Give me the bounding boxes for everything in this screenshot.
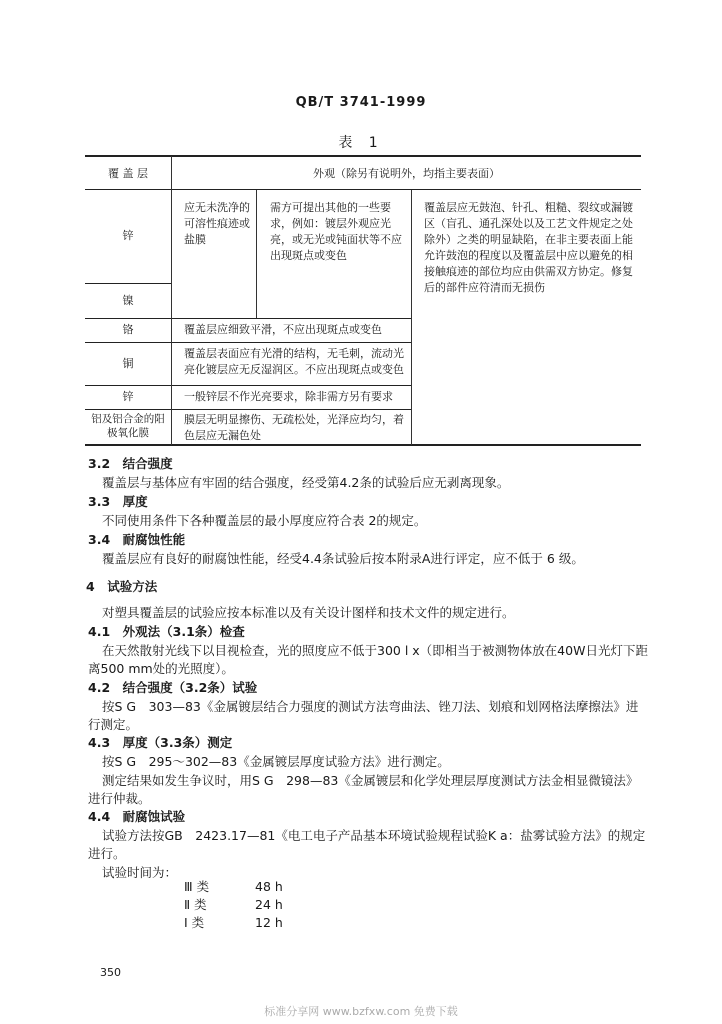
watermark-footer: 标准分享网 www.bzfxw.com 免费下载 <box>264 1005 458 1018</box>
para-4-4: 试验方法按GB 2423.17—81《电工电子产品基本环境试验规程试验K a：盐雾试验方法》的规定进行。 <box>88 828 646 861</box>
heading-4-3: 4.3 厚度（3.3条）测定 <box>88 735 233 750</box>
copper-desc: 覆盖层表面应有光滑的结构，无毛刺，流动光亮化镀层应无反湿润区。不应出现斑点或变色 <box>184 347 404 376</box>
row-label-zinc: 锌 <box>122 229 134 242</box>
table-title: 表 1 <box>338 135 384 151</box>
heading-4: 4 试验方法 <box>86 579 158 594</box>
test-hours-3: 48 h <box>255 879 283 894</box>
para-4-3b: 测定结果如发生争议时，用S G 298—83《金属镀层和化学处理层厚度测试方法金相显微镜法》进行仲裁。 <box>88 773 639 806</box>
row-label-nickel: 镍 <box>122 294 134 307</box>
para-4-3a: 按S G 295～302—83《金属镀层厚度试验方法》进行测定。 <box>102 754 450 769</box>
tin-desc: 一般锌层不作光亮要求，除非需方另有要求 <box>184 390 393 403</box>
test-class-3: Ⅲ 类 <box>184 879 210 894</box>
test-class-2: Ⅱ 类 <box>184 897 207 912</box>
heading-4-2: 4.2 结合强度（3.2条）试验 <box>88 680 258 695</box>
para-3-3: 不同使用条件下各种覆盖层的最小厚度应符合表 2的规定。 <box>102 513 427 528</box>
zinc-cell-residue: 应无未洗净的可溶性痕迹或盐膜 <box>184 201 250 246</box>
col-header-appearance: 外观（除另有说明外，均指主要表面） <box>313 167 500 180</box>
row-label-chromium: 铬 <box>122 323 134 336</box>
test-class-1: Ⅰ 类 <box>184 915 205 930</box>
page-number: 350 <box>100 966 121 979</box>
standard-number: QB/T 3741-1999 <box>295 95 427 110</box>
zinc-cell-options: 需方可提出其他的一些要求，例如：镀层外观应光亮，或无光或钝面状等不应出现斑点或变色 <box>270 201 402 262</box>
para-4-1: 在天然散射光线下以目视检查，光的照度应不低于300 l x（即相当于被测物体放在40W日光灯下距离500 mm处的光照度）。 <box>88 643 648 676</box>
aluminum-desc: 膜层无明显擦伤、无疏松处，光泽应均匀，着色层应无漏色处 <box>184 413 404 442</box>
row-label-tin: 锌 <box>122 390 134 403</box>
chromium-desc: 覆盖层应细致平滑，不应出现斑点或变色 <box>184 323 382 336</box>
heading-4-4: 4.4 耐腐蚀试验 <box>88 809 186 824</box>
col-header-coating: 覆 盖 层 <box>108 167 148 180</box>
heading-3-4: 3.4 耐腐蚀性能 <box>88 532 186 547</box>
heading-4-1: 4.1 外观法（3.1条）检查 <box>88 624 245 639</box>
para-3-2: 覆盖层与基体应有牢固的结合强度，经受第4.2条的试验后应无剥离现象。 <box>102 475 510 490</box>
para-3-4: 覆盖层应有良好的耐腐蚀性能，经受4.4条试验后按本附录A进行评定，应不低于 6 级。 <box>102 551 584 566</box>
row-label-aluminum: 铝及铝合金的阳极氧化膜 <box>91 413 165 439</box>
heading-3-3: 3.3 厚度 <box>88 494 148 509</box>
row-label-copper: 铜 <box>122 357 134 370</box>
para-test-time: 试验时间为： <box>102 865 178 880</box>
para-4-2: 按S G 303—83《金属镀层结合力强度的测试方法弯曲法、锉刀法、划痕和划网格法摩擦法》进行测定。 <box>88 699 639 732</box>
test-hours-1: 12 h <box>255 915 283 930</box>
para-4: 对塑具覆盖层的试验应按本标准以及有关设计图样和技术文件的规定进行。 <box>102 605 515 620</box>
test-hours-2: 24 h <box>255 897 283 912</box>
general-defects-note: 覆盖层应无鼓泡、针孔、粗糙、裂纹或漏镀区（盲孔、通孔深处以及工艺文件规定之处除外）之类的明显缺陷，在非主要表面上能允许鼓泡的程度以及覆盖层中应以避免的相接触痕迹的部位均应由供需双方协定。修复后的部件应符清而无损伤 <box>424 201 633 294</box>
heading-3-2: 3.2 结合强度 <box>88 456 173 471</box>
